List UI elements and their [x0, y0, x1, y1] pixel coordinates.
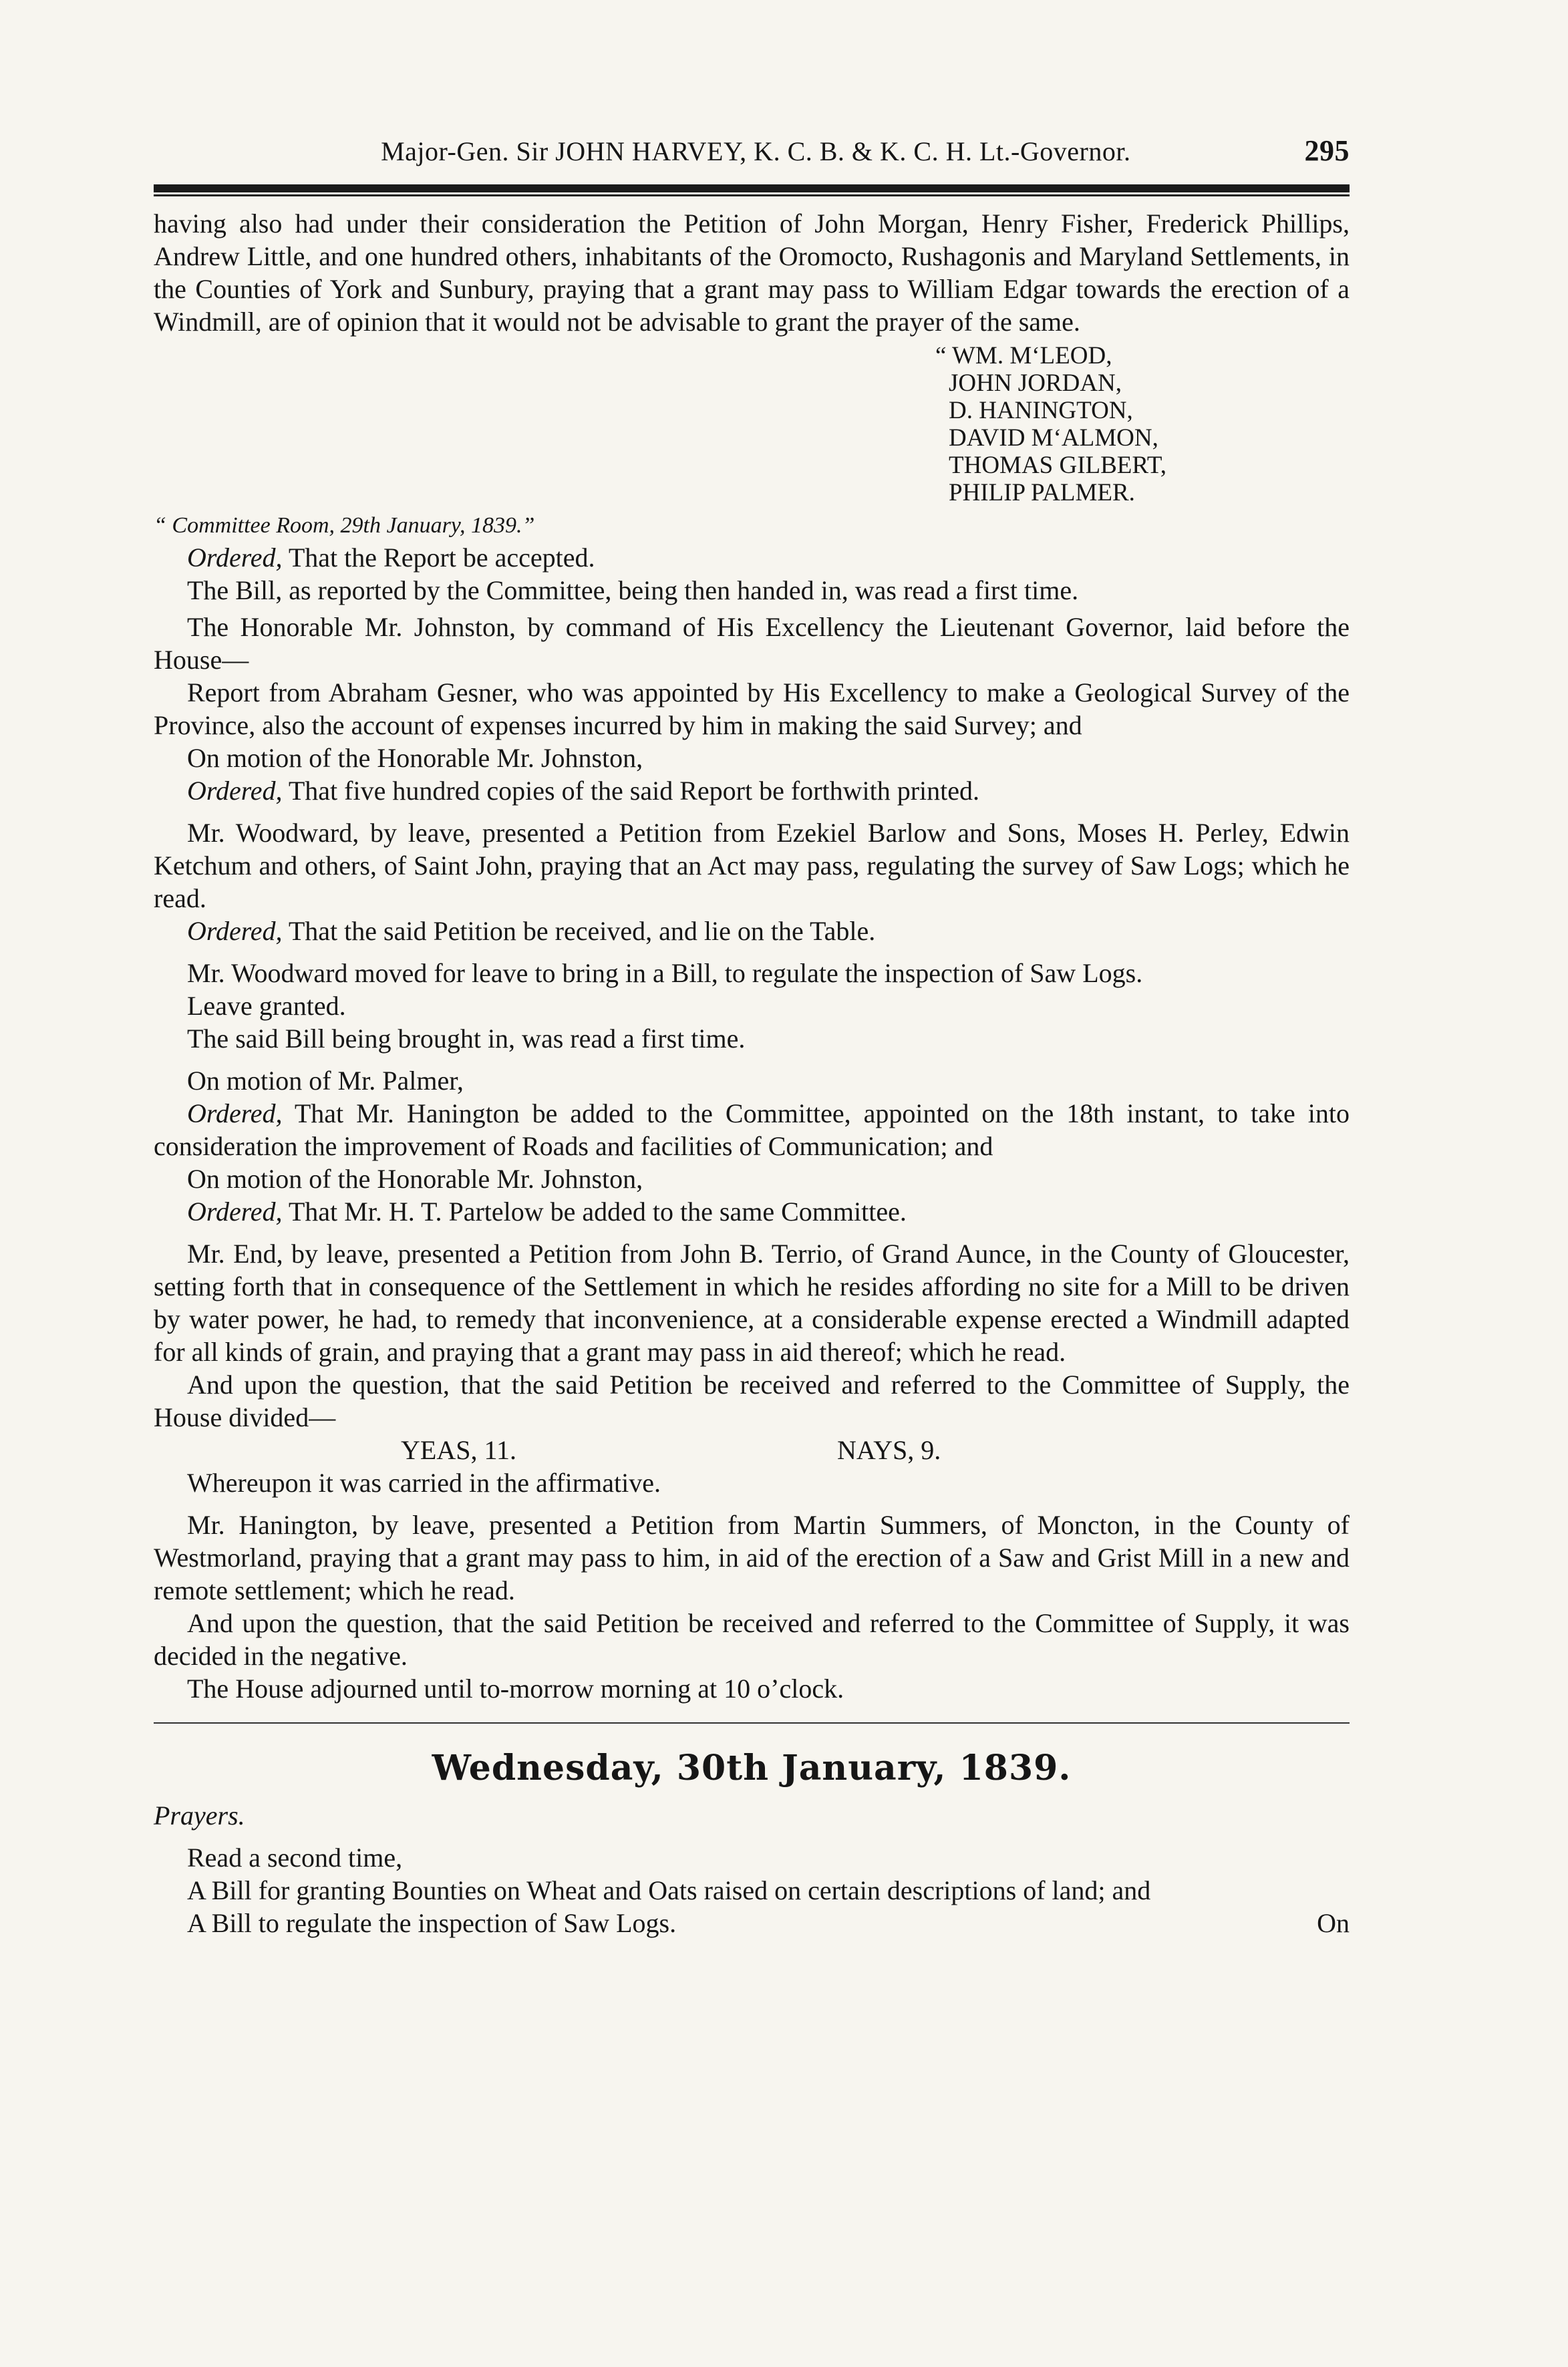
- entry-text: That Mr. Hanington be added to the Committee, appointed on the 18th instant, to take into consideration the improvement of Roads and facilities of Communication; and: [154, 1098, 1350, 1161]
- entry-woodward-petition: Mr. Woodward, by leave, presented a Petition from Ezekiel Barlow and Sons, Moses H. Perley, Edwin Ketchum and others, of Saint John, praying that an Act may pass, regulating the survey of Saw Logs; which he read.: [154, 818, 1350, 913]
- entry-bill-first-reading: The Bill, as reported by the Committee, being then handed in, was read a first time.: [187, 575, 1079, 605]
- header-rule-thin: [154, 194, 1350, 196]
- ordered-label: Ordered,: [187, 776, 283, 806]
- signatories: [935, 342, 1350, 506]
- entry-terrio-petition: Mr. End, by leave, presented a Petition from John B. Terrio, of Grand Aunce, in the County of Gloucester, setting forth that in consequence of the Settlement in which he resides affording no site for a Mill to be driven by water power, he had, to remedy that inconvenience, at a considerable expense erected a Windmill adapted for all kinds of grain, and praying that a grant may pass in aid thereof; which he read.: [154, 1239, 1350, 1367]
- entry-question-supply: And upon the question, that the said Petition be received and referred to the Committee of Supply, the House divided—: [154, 1370, 1350, 1432]
- signatory: DAVID M‘ALMON,: [949, 424, 1158, 452]
- header-title: Major-Gen. Sir JOHN HARVEY, K. C. B. & K. C. H. Lt.-Governor.: [381, 136, 1131, 166]
- entry-summers-petition: Mr. Hanington, by leave, presented a Petition from Martin Summers, of Moncton, in the County of Westmorland, praying that a grant may pass to him, in aid of the erection of a Saw and Grist Mill in a new and remote settlement; which he read.: [154, 1510, 1350, 1605]
- entry-saw-logs-bill: A Bill to regulate the inspection of Saw Logs.: [187, 1908, 677, 1938]
- entry-text: That the Report be accepted.: [282, 542, 595, 573]
- signatory: D. HANINGTON,: [949, 397, 1133, 424]
- signatory: PHILIP PALMER.: [949, 479, 1135, 506]
- entry-copies-printed: [154, 774, 1350, 807]
- ordered-label: Ordered,: [187, 1098, 283, 1128]
- ordered-label: Ordered,: [187, 916, 283, 946]
- entry-text: That Mr. H. T. Partelow be added to the same Committee.: [282, 1197, 907, 1227]
- entry-leave-granted: Leave granted.: [187, 991, 346, 1021]
- nays-count: NAYS, 9.: [836, 1435, 941, 1465]
- entry-petition-table: [154, 915, 1350, 947]
- entry-motion-palmer: On motion of Mr. Palmer,: [187, 1066, 464, 1096]
- entry-johnston-command: The Honorable Mr. Johnston, by command of His Excellency the Lieutenant Governor, laid before the House—: [154, 612, 1350, 675]
- entry-bounties-bill: A Bill for granting Bounties on Wheat and Oats raised on certain descriptions of land; and: [187, 1875, 1151, 1905]
- section-divider: [154, 1722, 1350, 1724]
- entry-hanington-added: [154, 1097, 1350, 1162]
- signatory: JOHN JORDAN,: [949, 369, 1122, 397]
- ordered-label: Ordered,: [187, 542, 283, 573]
- entry-bill-brought-in: The said Bill being brought in, was read a first time.: [187, 1023, 746, 1054]
- entry-adjourned: The House adjourned until to-morrow morning at 10 o’clock.: [187, 1674, 844, 1704]
- ordered-label: Ordered,: [187, 1197, 283, 1227]
- committee-place-date: “ Committee Room, 29th January, 1839.”: [154, 513, 535, 538]
- entry-gesner-report: Report from Abraham Gesner, who was appointed by His Excellency to make a Geological Survey of the Province, also the account of expenses incurred by him in making the said Survey; and: [154, 677, 1350, 740]
- last-line: [154, 1907, 1350, 1939]
- entry-motion-johnston-2: On motion of the Honorable Mr. Johnston,: [187, 1164, 643, 1194]
- prayers-label: [154, 1799, 1350, 1832]
- division-result: [154, 1434, 1350, 1466]
- entry-text: That the said Petition be received, and lie on the Table.: [282, 916, 876, 946]
- entry-motion-johnston: On motion of the Honorable Mr. Johnston,: [187, 743, 643, 773]
- page-number: 295: [1304, 134, 1350, 167]
- signatory: “ WM. M‘LEOD,: [935, 342, 1112, 369]
- journal-page: [154, 134, 1350, 1939]
- yeas-count: YEAS, 11.: [401, 1435, 516, 1465]
- committee-report-text: having also had under their consideration the Petition of John Morgan, Henry Fisher, Frederick Phillips, Andrew Little, and one hundred others, inhabitants of the Oromocto, Rushagonis and Maryland Settlements, in the Counties of York and Sunbury, praying that a grant may pass to William Edgar towards the erection of a Windmill, are of opinion that it would not be advisable to grant the prayer of the same.: [154, 208, 1350, 337]
- entry-woodward-bill: Mr. Woodward moved for leave to bring in a Bill, to regulate the inspection of Saw Logs.: [187, 958, 1143, 988]
- entry-question-negative: And upon the question, that the said Petition be received and referred to the Committee of Supply, it was decided in the negative.: [154, 1608, 1350, 1671]
- prayers-text: Prayers.: [154, 1800, 245, 1831]
- entry-partelow-added: [154, 1195, 1350, 1228]
- entry-second-reading: Read a second time,: [187, 1843, 403, 1873]
- entry-text: That five hundred copies of the said Report be forthwith printed.: [282, 776, 979, 806]
- entry-report-accepted: [154, 541, 1350, 574]
- day-heading: Wednesday, 30th January, 1839.: [432, 1748, 1072, 1788]
- running-header: [154, 134, 1350, 180]
- signatory: THOMAS GILBERT,: [949, 452, 1166, 479]
- header-rule-thick: [154, 184, 1350, 192]
- catchword: On: [1317, 1908, 1350, 1938]
- entry-affirmative: Whereupon it was carried in the affirmative.: [187, 1468, 661, 1498]
